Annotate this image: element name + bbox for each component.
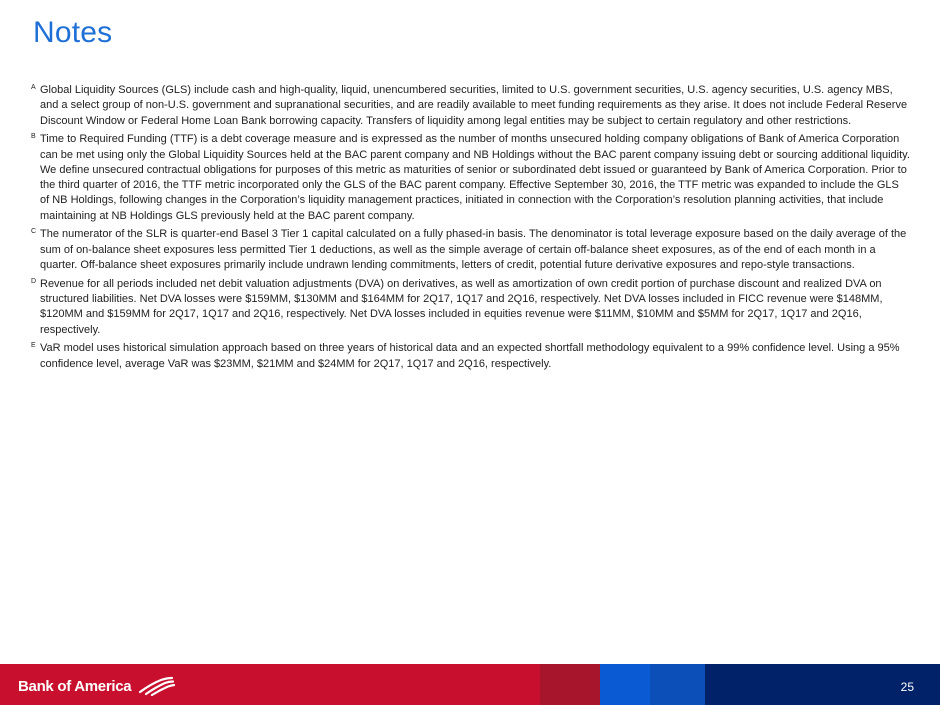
- flag-icon: [137, 676, 175, 696]
- note-text: Global Liquidity Sources (GLS) include cash and high-quality, liquid, unencumbered securities, limited to U.S. government securities, U.S. agency securities, U.S. agency MBS, and a select group of non-U.S. government and supranational securities, and are readily available to meet funding requirements as they arise. It does not include Federal Reserve Discount Window or Federal Home Loan Bank borrowing capacity. Transfers of liquidity among legal entities may be subject to certain regulatory and other restrictions.: [40, 84, 908, 127]
- note-b: [31, 132, 911, 224]
- note-text: Time to Required Funding (TTF) is a debt coverage measure and is expressed as the number of months unsecured holding company obligations of Bank of America Corporation can be met using only the Global Liquidity Sources held at the BAC parent company and NB Holdings without the BAC parent company issuing debt or sourcing additional liquidity. We define unsecured contractual obligations for purposes of this metric as maturities of senior or subordinated debt issued or guaranteed by Bank of America Corporation. Prior to the third quarter of 2016, the TTF metric incorporated only the GLS of the BAC parent company. Effective September 30, 2016, the TTF metric was expanded to include the GLS of NB Holdings, following changes in the Corporation’s liquidity management practices, initiated in connection with the Corporation’s resolution planning activities, that include maintaining at NB Holdings GLS previously held at the BAC parent company.: [40, 133, 910, 222]
- note-marker: B: [31, 133, 36, 141]
- note-marker: C: [31, 228, 37, 236]
- footer-segment: [360, 664, 470, 705]
- bank-of-america-logo: [18, 675, 175, 697]
- note-d: [31, 277, 911, 338]
- logo-wordmark: Bank of America: [18, 677, 132, 695]
- note-marker: D: [31, 277, 37, 285]
- note-marker: E: [31, 342, 36, 350]
- note-text: Revenue for all periods included net debit valuation adjustments (DVA) on derivatives, as well as amortization of own credit portion of purchase discount and realized DVA on structured liabilities. Net DVA losses were $159MM, $130MM and $164MM for 2Q17, 1Q17 and 2Q16, respectively. Net DVA losses included in FICC revenue were $148MM, $120MM and $159MM for 2Q17, 1Q17 and 2Q16, respectively. Net DVA losses included in equities revenue were $11MM, $10MM and $5MM for 2Q17, 1Q17 and 2Q16, respectively.: [40, 277, 883, 336]
- footer-segment: [650, 664, 705, 705]
- note-a: [31, 83, 911, 129]
- page-number: 25: [900, 680, 914, 694]
- note-text: VaR model uses historical simulation approach based on three years of historical data and an expected shortfall methodology equivalent to a 99% confidence level. Using a 95% confidence level, average VaR was $23MM, $21MM and $24MM for 2Q17, 1Q17 and 2Q16, respectively.: [40, 342, 900, 370]
- page-title: Notes: [33, 16, 113, 49]
- footer-segment: [600, 664, 650, 705]
- note-marker: A: [31, 84, 36, 91]
- notes-list: [31, 83, 911, 375]
- footer-segment: [540, 664, 600, 705]
- footer-segment: [470, 664, 540, 705]
- note-c: [31, 227, 911, 273]
- note-text: The numerator of the SLR is quarter-end Basel 3 Tier 1 capital calculated on a fully phased-in basis. The denominator is total leverage exposure based on the daily average of the sum of on-balance sheet exposures less permitted Tier 1 deductions, as well as the simple average of certain off-balance sheet exposures, as of the end of each month in a quarter. Off-balance sheet exposures primarily include undrawn lending commitments, letters of credit, potential future derivative exposures and repo-style transactions.: [40, 228, 907, 272]
- note-e: [31, 341, 911, 372]
